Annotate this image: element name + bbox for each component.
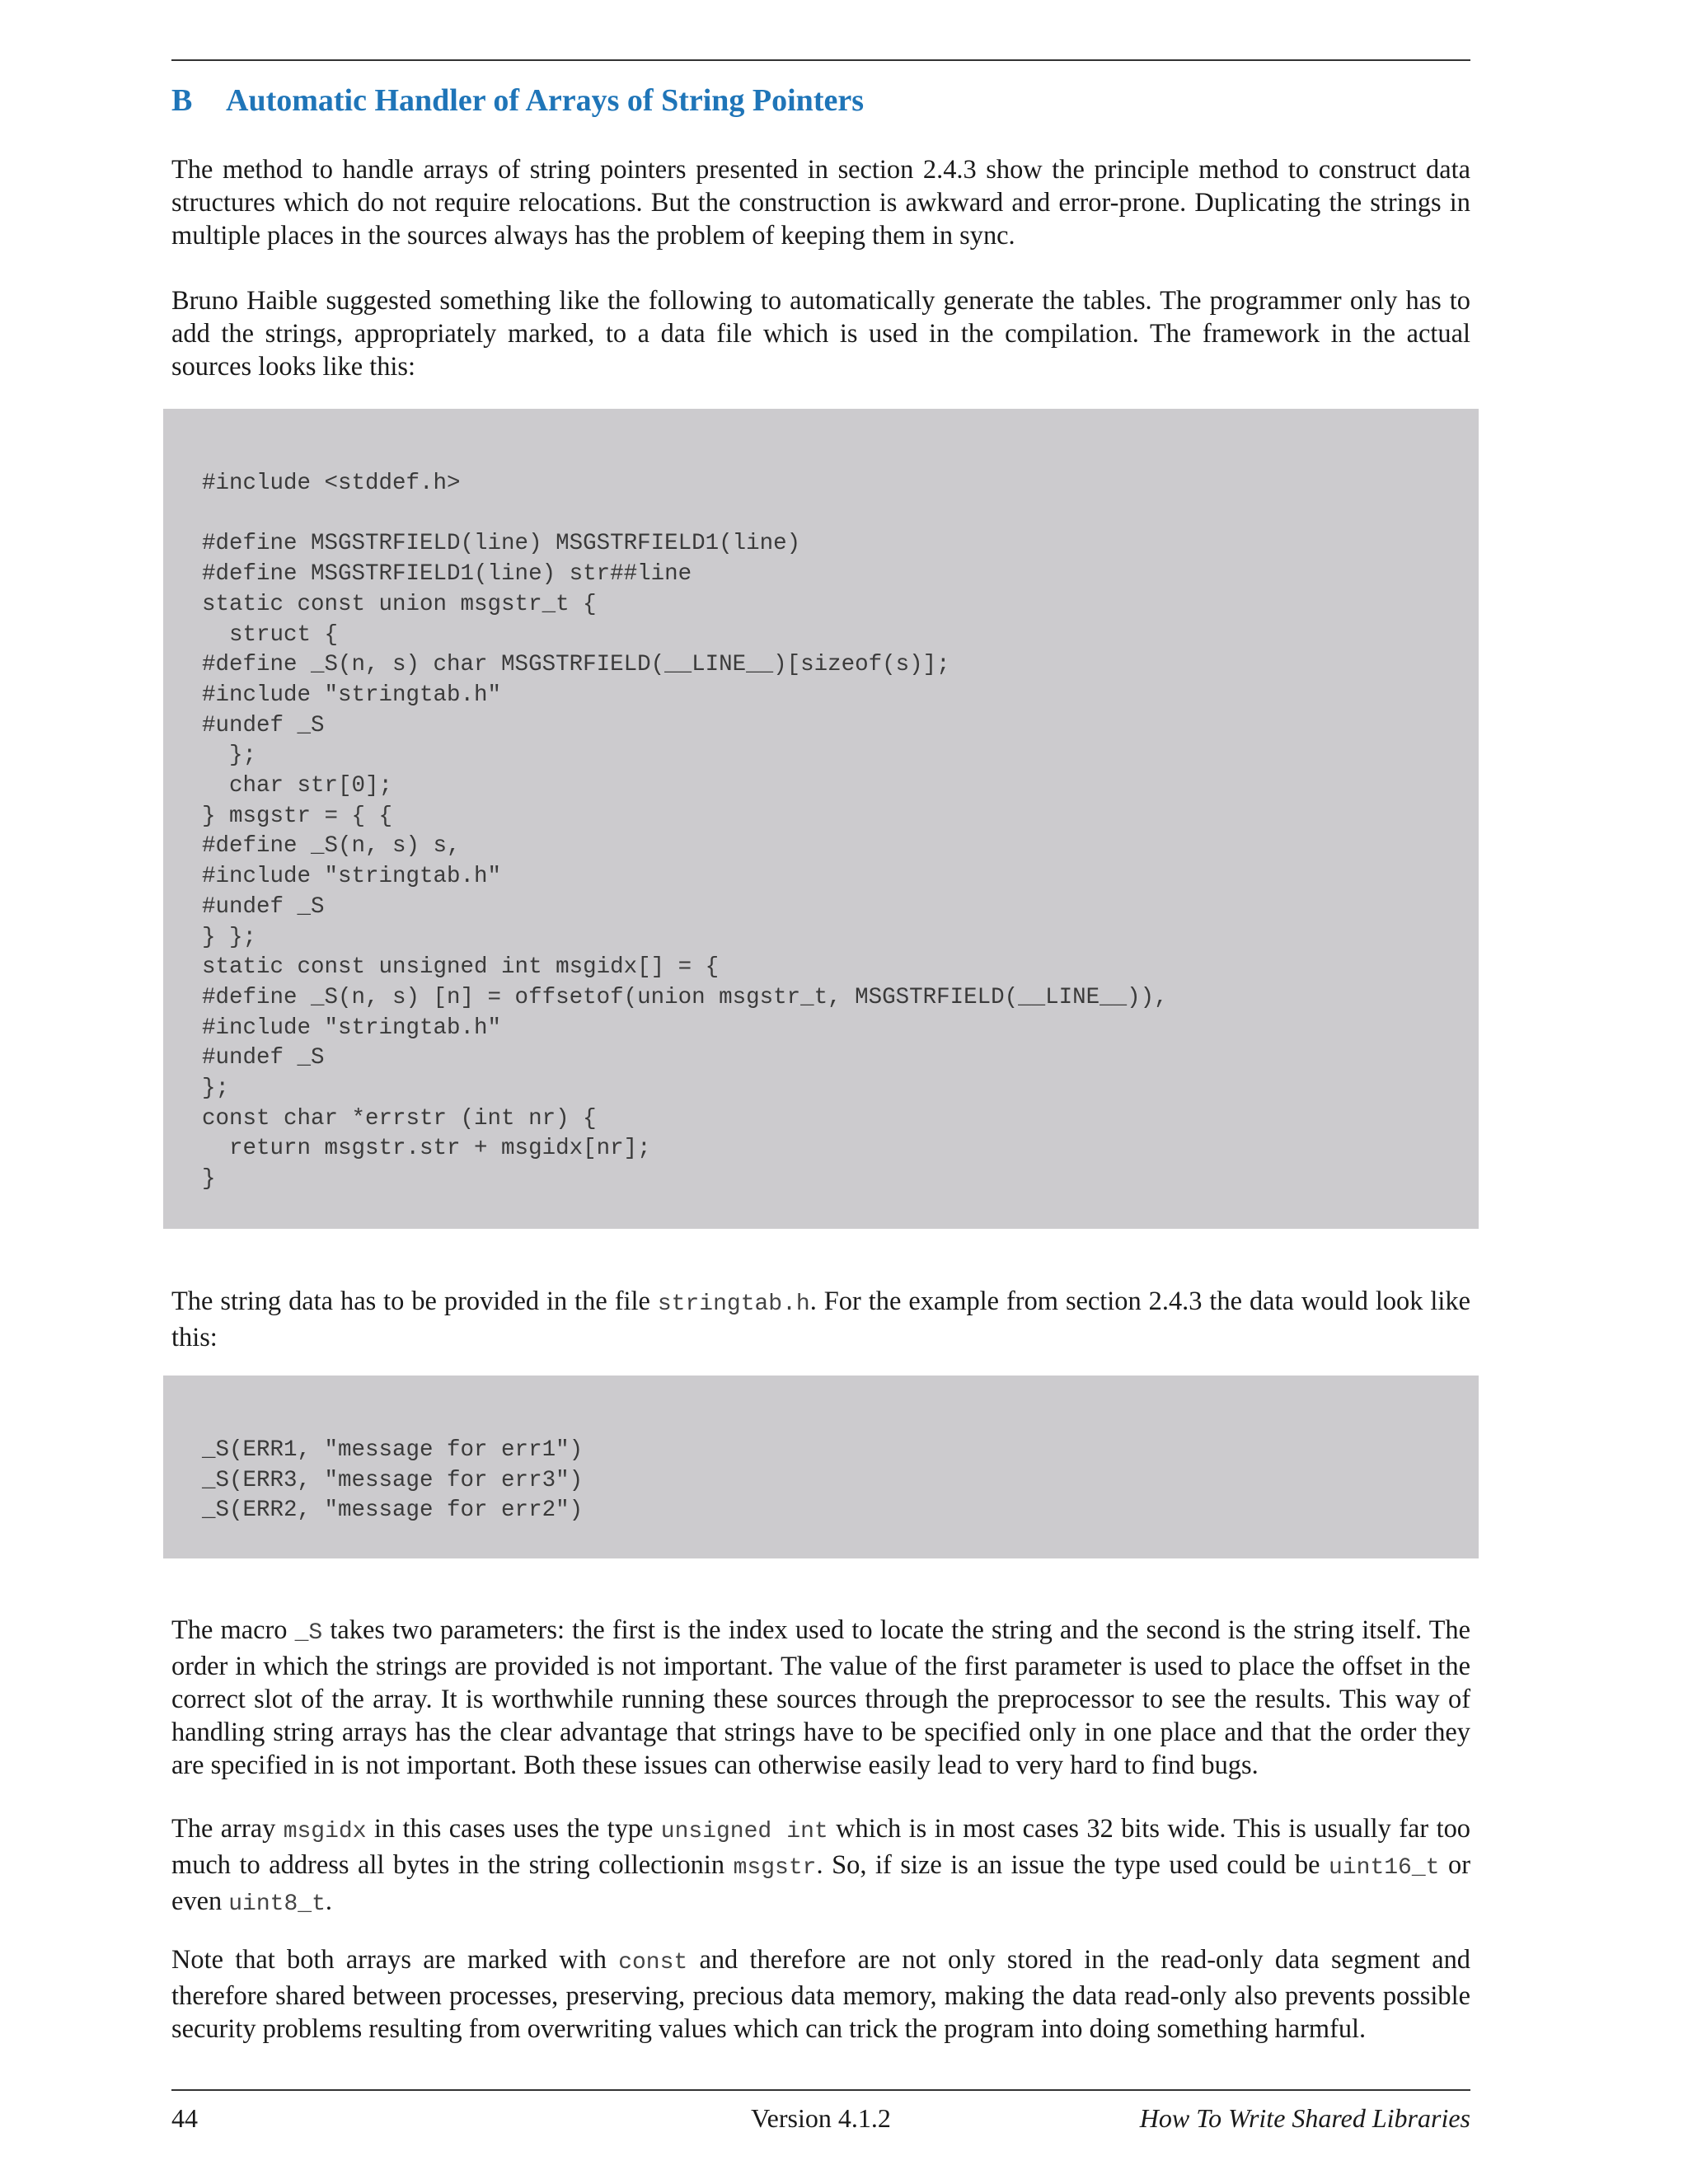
section-heading [171,79,1470,122]
code-listing-framework: #include <stddef.h> #define MSGSTRFIELD(line) MSGSTRFIELD1(line) #define MSGSTRFIELD1(line) str##line static const union msgstr_t { struct { #define _S(n, s) char MSGSTRFIELD(__LINE__)[sizeof(s)]; #include "stringtab.h" #undef _S }; char str[0]; } msgstr = { { #define _S(n, s) s, #include "stringtab.h" #undef _S } }; static const unsigned int msgidx[] = { #define _S(n, s) [n] = offsetof(union msgstr_t, MSGSTRFIELD(__LINE__)), #include "stringtab.h" #undef _S }; const char *errstr (int nr) { return msgstr.str + msgidx[nr]; } [202,471,1168,1193]
paragraph-const: Note that both arrays are marked with const and therefore are not only stored in the read-only data segment and therefore shared between processes, preserving, precious data memory, making the data read-only also prevents possible security problems resulting from overwriting values which can trick the program into doing something harmful. [171,1945,1470,2044]
code-inline-uint16: uint16_t [1329,1855,1440,1881]
paragraph-macro: The macro _S takes two parameters: the first is the index used to locate the string and the second is the string itself. The order in which the strings are provided is not important. The value of the first parameter is used to place the offset in the correct slot of the array. It is worthwhile running these sources through the preprocessor to see the results. This way of handling string arrays has the clear advantage that strings have to be specified only in one place and that the order they are specified in is not important. Both these issues can otherwise easily lead to very hard to find bugs. [171,1615,1470,1780]
paragraph-array-type: The array msgidx in this cases uses the type unsigned int which is in most cases 32 bits wide. This is usually far too much to address all bytes in the string collectionin msgstr. So, if size is an issue the type used could be uint16_t or even uint8_t. [171,1814,1471,1917]
version-label: Version 4.1.2 [751,2103,891,2133]
top-rule [171,59,1470,61]
paragraph-stringtab: The string data has to be provided in the file stringtab.h. For the example from section 2.4.3 the data would look like this: [171,1286,1470,1352]
code-inline-const: const [618,1950,688,1975]
bottom-rule [171,2089,1470,2091]
code-inline-macro: _S [294,1620,323,1646]
code-inline-stringtab: stringtab.h [657,1291,810,1317]
code-listing-stringtab: _S(ERR1, "message for err1") _S(ERR3, "message for err3") _S(ERR2, "message for err2") [202,1437,584,1524]
paragraph-framework: Bruno Haible suggested something like the following to automatically generate the tables. The programmer only has to add the strings, appropriately marked, to a data file which is used in the compilation. The framework in the actual sources looks like this: [171,286,1470,382]
book-title: How To Write Shared Libraries [1139,2103,1470,2133]
code-inline-unsigned-int: unsigned int [660,1819,828,1844]
page-number: 44 [171,2103,198,2133]
code-inline-msgstr: msgstr [733,1855,817,1881]
section-number: B [171,83,193,118]
code-inline-msgidx: msgidx [283,1819,367,1844]
paragraph-intro: The method to handle arrays of string pointers presented in section 2.4.3 show the principle method to construct data structures which do not require relocations. But the construction is awkward and error-prone. Duplicating the strings in multiple places in the sources always has the problem of keeping them in sync. [171,155,1470,251]
code-block-stringtab [163,1376,1479,1558]
code-block-framework [163,409,1479,1229]
code-inline-uint8: uint8_t [228,1891,326,1917]
section-title: Automatic Handler of Arrays of String Pointers [226,83,864,118]
page-footer [171,2100,1470,2136]
